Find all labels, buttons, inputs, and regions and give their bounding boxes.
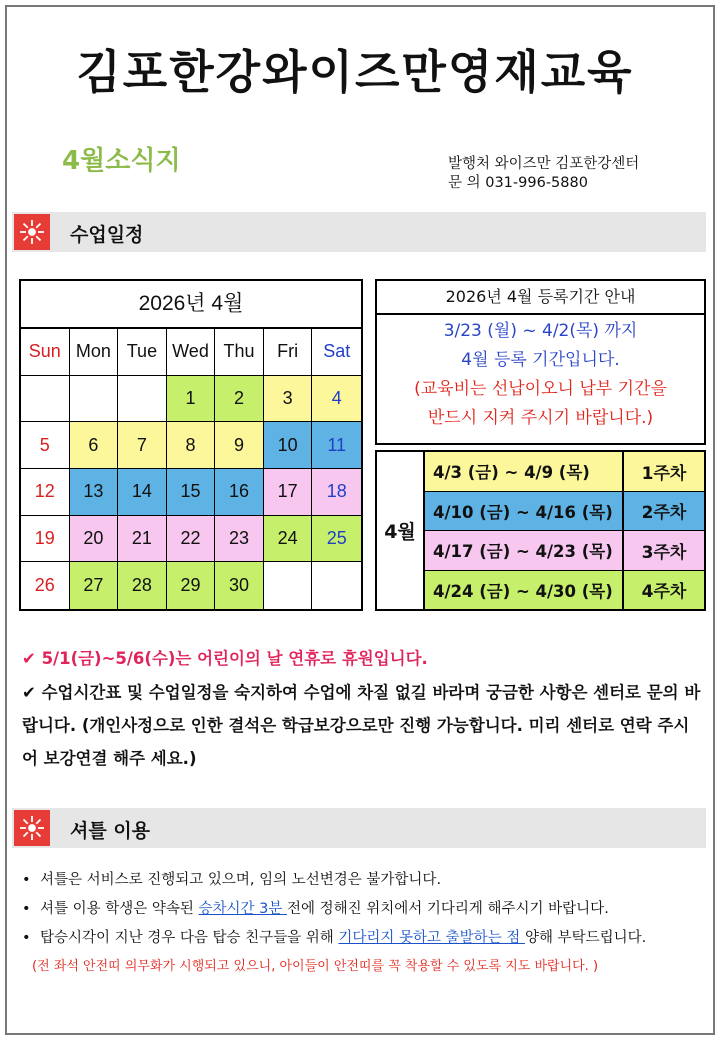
registration-title: 2026년 4월 등록기간 안내 xyxy=(377,281,704,315)
week-table xyxy=(375,450,706,611)
week-label: 1주차 xyxy=(641,463,687,484)
section-label: 셔틀 이용 xyxy=(70,820,151,842)
week-table-month: 4월 xyxy=(377,452,425,609)
weekday-header: Tue xyxy=(118,329,167,376)
bullet-dot-icon: • xyxy=(22,930,31,946)
holiday-notice-text: 5/1(금)~5/6(수)는 어린이의 날 연휴로 휴원입니다. xyxy=(41,649,428,668)
week-label: 3주차 xyxy=(641,542,687,563)
table-row xyxy=(425,571,704,610)
shuttle-item-text: 양해 부탁드립니다. xyxy=(524,930,647,946)
table-row xyxy=(425,531,704,571)
calendar-day: 11 xyxy=(312,422,361,469)
calendar-day: 14 xyxy=(118,469,167,516)
checkmark-icon: ✔ xyxy=(22,649,42,668)
list-item xyxy=(18,924,708,953)
calendar-day: 5 xyxy=(21,422,70,469)
shuttle-item-text: 전에 정해진 위치에서 기다리게 해주시기 바랍니다. xyxy=(287,901,609,917)
weekday-header: Fri xyxy=(264,329,313,376)
calendar xyxy=(19,279,363,611)
calendar-day: 8 xyxy=(167,422,216,469)
flower-burst-icon xyxy=(14,810,50,846)
section-label: 수업일정 xyxy=(70,224,144,246)
registration-box xyxy=(375,279,706,445)
calendar-day xyxy=(21,376,70,423)
list-item xyxy=(18,895,708,924)
weekday-header: Sat xyxy=(312,329,361,376)
calendar-day: 25 xyxy=(312,516,361,563)
calendar-day: 13 xyxy=(70,469,119,516)
calendar-day: 10 xyxy=(264,422,313,469)
calendar-day: 19 xyxy=(21,516,70,563)
week-range: 4/3 (금) ~ 4/9 (목) xyxy=(425,452,624,491)
table-row xyxy=(425,492,704,532)
week-range: 4/17 (금) ~ 4/23 (목) xyxy=(425,531,624,570)
calendar-day: 20 xyxy=(70,516,119,563)
calendar-day: 24 xyxy=(264,516,313,563)
calendar-day: 16 xyxy=(215,469,264,516)
calendar-day: 3 xyxy=(264,376,313,423)
calendar-day: 15 xyxy=(167,469,216,516)
calendar-day: 17 xyxy=(264,469,313,516)
departure-notice-link[interactable]: 기다리지 못하고 출발하는 점 xyxy=(338,930,525,946)
registration-text: 4월 등록 기간입니다. xyxy=(461,350,620,370)
weekday-header: Mon xyxy=(70,329,119,376)
pickup-time-link[interactable]: 승차시간 3분 xyxy=(198,901,287,917)
checkmark-icon: ✔ xyxy=(22,683,36,702)
calendar-day: 2 xyxy=(215,376,264,423)
section-bar-schedule xyxy=(12,212,706,252)
calendar-day: 26 xyxy=(21,562,70,609)
bullet-dot-icon: • xyxy=(22,901,31,917)
registration-note: (교육비는 선납이오니 납부 기간을 xyxy=(414,379,667,399)
calendar-day: 23 xyxy=(215,516,264,563)
calendar-day: 30 xyxy=(215,562,264,609)
calendar-day: 1 xyxy=(167,376,216,423)
month-news-heading: 4월소식지 xyxy=(62,146,181,176)
calendar-grid xyxy=(21,329,361,609)
registration-period: 3/23 (월) ~ 4/2(목) 까지 xyxy=(443,321,638,341)
holiday-notice xyxy=(22,645,428,669)
calendar-day: 4 xyxy=(312,376,361,423)
section-bar-shuttle xyxy=(12,808,706,848)
contact-line: 문 의 031-996-5880 xyxy=(448,175,588,191)
table-row xyxy=(425,452,704,492)
list-item xyxy=(18,866,708,895)
calendar-day: 28 xyxy=(118,562,167,609)
calendar-day: 22 xyxy=(167,516,216,563)
calendar-day: 29 xyxy=(167,562,216,609)
calendar-day: 12 xyxy=(21,469,70,516)
registration-note: 반드시 지켜 주시기 바랍니다.) xyxy=(427,408,654,428)
week-label: 2주차 xyxy=(641,503,687,524)
calendar-day xyxy=(118,376,167,423)
weekday-header: Thu xyxy=(215,329,264,376)
flower-burst-icon xyxy=(14,214,50,250)
shuttle-item-text: 셔틀은 서비스로 진행되고 있으며, 임의 노선변경은 불가합니다. xyxy=(40,872,442,888)
publisher-info xyxy=(448,155,639,193)
calendar-day xyxy=(312,562,361,609)
calendar-day: 6 xyxy=(70,422,119,469)
general-notice-text: 수업시간표 및 수업일정을 숙지하여 수업에 차질 없길 바라며 궁금한 사항은 센터로 문의 바랍니다. (개인사정으로 인한 결석은 학급보강으로만 진행 가능합니다. 미리 센터로 연락 주시어 보강연결 해주 세요.) xyxy=(22,683,701,768)
shuttle-item-text: 셔틀 이용 학생은 약속된 xyxy=(40,901,199,917)
week-range: 4/24 (금) ~ 4/30 (목) xyxy=(425,571,624,610)
shuttle-info xyxy=(18,866,708,977)
week-label: 4주차 xyxy=(641,582,687,603)
safety-belt-note: (전 좌석 안전띠 의무화가 시행되고 있으니, 아이들이 안전띠를 꼭 착용할 수 있도록 지도 바랍니다. ) xyxy=(32,959,599,974)
calendar-day xyxy=(70,376,119,423)
shuttle-item-text: 탑승시각이 지난 경우 다음 탑승 친구들을 위해 xyxy=(40,930,339,946)
calendar-day: 21 xyxy=(118,516,167,563)
calendar-day xyxy=(264,562,313,609)
weekday-header: Wed xyxy=(167,329,216,376)
publisher-line: 발행처 와이즈만 김포한강센터 xyxy=(448,156,640,172)
calendar-day: 18 xyxy=(312,469,361,516)
calendar-day: 7 xyxy=(118,422,167,469)
weekday-header: Sun xyxy=(21,329,70,376)
calendar-day: 9 xyxy=(215,422,264,469)
calendar-day: 27 xyxy=(70,562,119,609)
week-range: 4/10 (금) ~ 4/16 (목) xyxy=(425,492,624,531)
page-title: 김포한강와이즈만영재교육 xyxy=(76,45,634,99)
general-notice xyxy=(22,676,702,775)
bullet-dot-icon: • xyxy=(22,872,31,888)
week-table-rows xyxy=(425,452,704,609)
calendar-title: 2026년 4월 xyxy=(21,281,361,329)
